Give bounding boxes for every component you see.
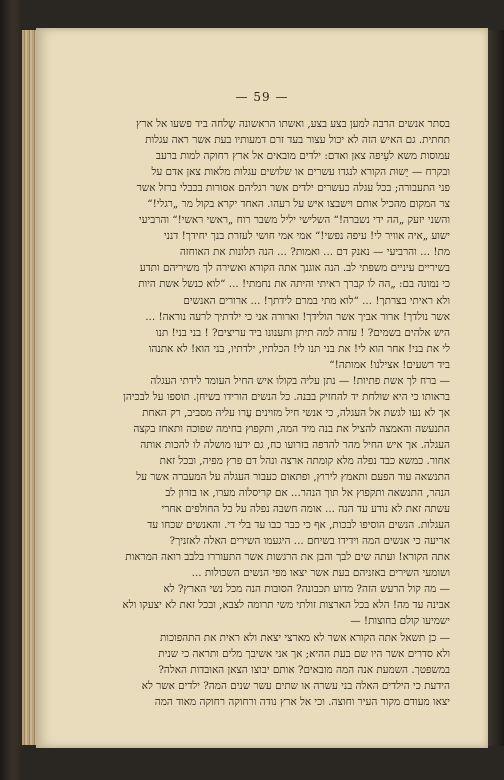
text-line: העגלה. אך איש החיל מהר להדפה בזרועו כח, גם ידעו מושלה לו להכות אותה — [140, 438, 450, 451]
text-line: הנהר, התנשאה ותקפוץ אל תוך הנהר... אם קריסלוה מערו, או בזרון לב — [165, 487, 450, 500]
text-line: היש אלהים בשמים? ! עזרה למה תיתן ותענונו ביד עריצים? ! בני בני! תנו — [155, 326, 450, 339]
text-line: עשתה זאת לא נודע עד הנה ... אומה חשבה נפלה על כל החולפים אחרי — [161, 503, 450, 516]
text-line: יצאו מעודם מקור העיר וחוצה. וכי אל ארץ נודה ורחוקה רחוקה מאוד המה — [154, 695, 450, 708]
text-line: ביד רשעים! אצילנו! אמותה!“ — [329, 358, 450, 371]
text-line: והשני יזעק „הה ידי נשברה!“ השלישי יליל משבר רוח „ראשי ראשי!“ והרביעי — [138, 214, 450, 227]
book-page — [36, 28, 488, 748]
body-text — [86, 116, 450, 710]
text-line: צר המקום מהכיל אותם וישבצו איש על רעהו. האחד יקרא בקול מר „רגלי!“ — [147, 198, 450, 211]
page-number: — 59 — — [235, 90, 289, 104]
text-line: ושומעי השירים באזניהם בעת אשר יצאו מפי הנשים השכולות ... — [191, 567, 450, 580]
text-line: תחתית. גם האיש הזה לא יכול עצור בעד זרם דמעותיו בעת אשר ראה עגלות — [145, 134, 450, 147]
text-line: ולא ראיתי בצרתך! ... “לוא מתי במרם לידתך! ... ארורים האנשים — [183, 294, 450, 307]
text-line: פני התעבורה; בכל עגלה כעשרים ילדים אשר רגליהם אסורות בכבלי ברזל אשר — [136, 182, 450, 195]
text-line: העגלות. הנשים הוסיפו לבכות, אף כי כבר כבו עד בלי די. והאנשים שכחו עד — [147, 519, 450, 532]
page-stack-edge — [22, 30, 36, 745]
text-line: ישמיעו קולם בחוצות! — — [350, 615, 450, 628]
text-line: אתה הקורא! ועתה שים לבך והבן את הרגשות אשר התעוררו בלבב רואה המראות — [125, 551, 450, 564]
text-line: אחור. כמשא כבד נפלה מלא קומתה ארצה ונהל דם פרץ מפיה, ובכל זאת — [159, 454, 450, 467]
facing-page-edge — [488, 30, 504, 746]
text-line: התנשאה עוד הפעם ותאמץ לירוץ, ופתאום כעבור העגלה על המעברה אשר על — [136, 471, 450, 484]
text-line: בראותו כי היא שולחת יד להחזיק בבנה. כל הנשים הורידו בשיחן. תוספו על לבכיהן — [123, 390, 450, 403]
text-line: אריעה כי אנשים המה וידידו בשיחם ... היגעמו השירים האלה לאזניך? — [169, 535, 450, 548]
text-line: — מה קול הרעש הזה? מדוע תכבונה? הסובות הנה מכל נשי הארץ? לא — [163, 583, 450, 596]
book-spine — [0, 0, 22, 780]
text-line: — כן תשאל אתה הקורא אשר לא מארצי יצאת ולא ראית את התהפוכות — [159, 631, 450, 644]
text-line: מת! ... והרביעי — נאנק דם ... ואמות? ... הנה תלונות את האוחזה — [179, 246, 450, 259]
text-line: עמוסות משא לעֵיפה צאן ואדם: ילדים מובאים אל ארץ רחוקה למות ברעב — [155, 150, 450, 163]
text-line: בסתר אנשים הרבה למען בצע בצע, ואשתו הראשונה שָלחה ביד פשעו אל ארץ — [136, 118, 450, 130]
text-line: כי נמונה בם: „הה לו קברך ראיתי והיתה את נחמתי! ... “לוא כנשל אשת היות — [138, 278, 450, 291]
text-line: ובקרח — יֵשוּת הקורא לנגדו עשרים או שלושים עגלות מלאות צאן אדם על — [151, 166, 450, 179]
text-line: התנעשה והאמצה להציל את בנה מיד המה, ותקפוץ בחימה שפוכה ותאחז בקצה — [133, 422, 450, 435]
text-line: ולא סדרים אשר היו שם בעת ההיא; אך אני אשיבך מלים ותראה כי שנית — [158, 647, 450, 660]
text-line: בשיריים עיניים משפתי לב. הנה אוגנך אתה הקורא ואשירה לך משיריהם ותדע — [139, 262, 450, 275]
text-line: אבינה עד מה! הלא בכל הארצות זולתי משי תרומה לצבא, ובכל זאת לא יצעקו ולא — [122, 599, 450, 612]
text-line: לי את בני! אחר הוא לי! את בני תנו לי! הכלתיו, ילדתיו, בני הוא! לא אתנהו — [148, 342, 450, 355]
text-line: — ברח לך אשת פתיות! — נתן עליה בקולו איש החיל העומד לידתי העגלה — [150, 374, 450, 387]
text-line: ישוע „איה אוויר לי! עיפה נפשי!“ אמי אמי חושי לעזרת בנך יחידך! דנני — [163, 230, 450, 243]
text-line: אך לא נעו לגשת אל העגלה, כי אנשי חיל מזוינים עֲרו עליה מסביב, רק האחת — [142, 406, 450, 419]
text-line: במשפטך. השמעת אנה המה מובאים? אותם יבוצו הצאן האובדות האלה? — [158, 663, 450, 676]
text-line: אשר נולדך! ארור אביך אשר הולידך! וארורה אני כי ילדתיך לרעה נוראה! ... — [145, 310, 450, 323]
text-line: הידעת כי הילדים האלה בני עשרה או שתים עשר שנים המה? ילדים אשר לא — [141, 679, 450, 692]
